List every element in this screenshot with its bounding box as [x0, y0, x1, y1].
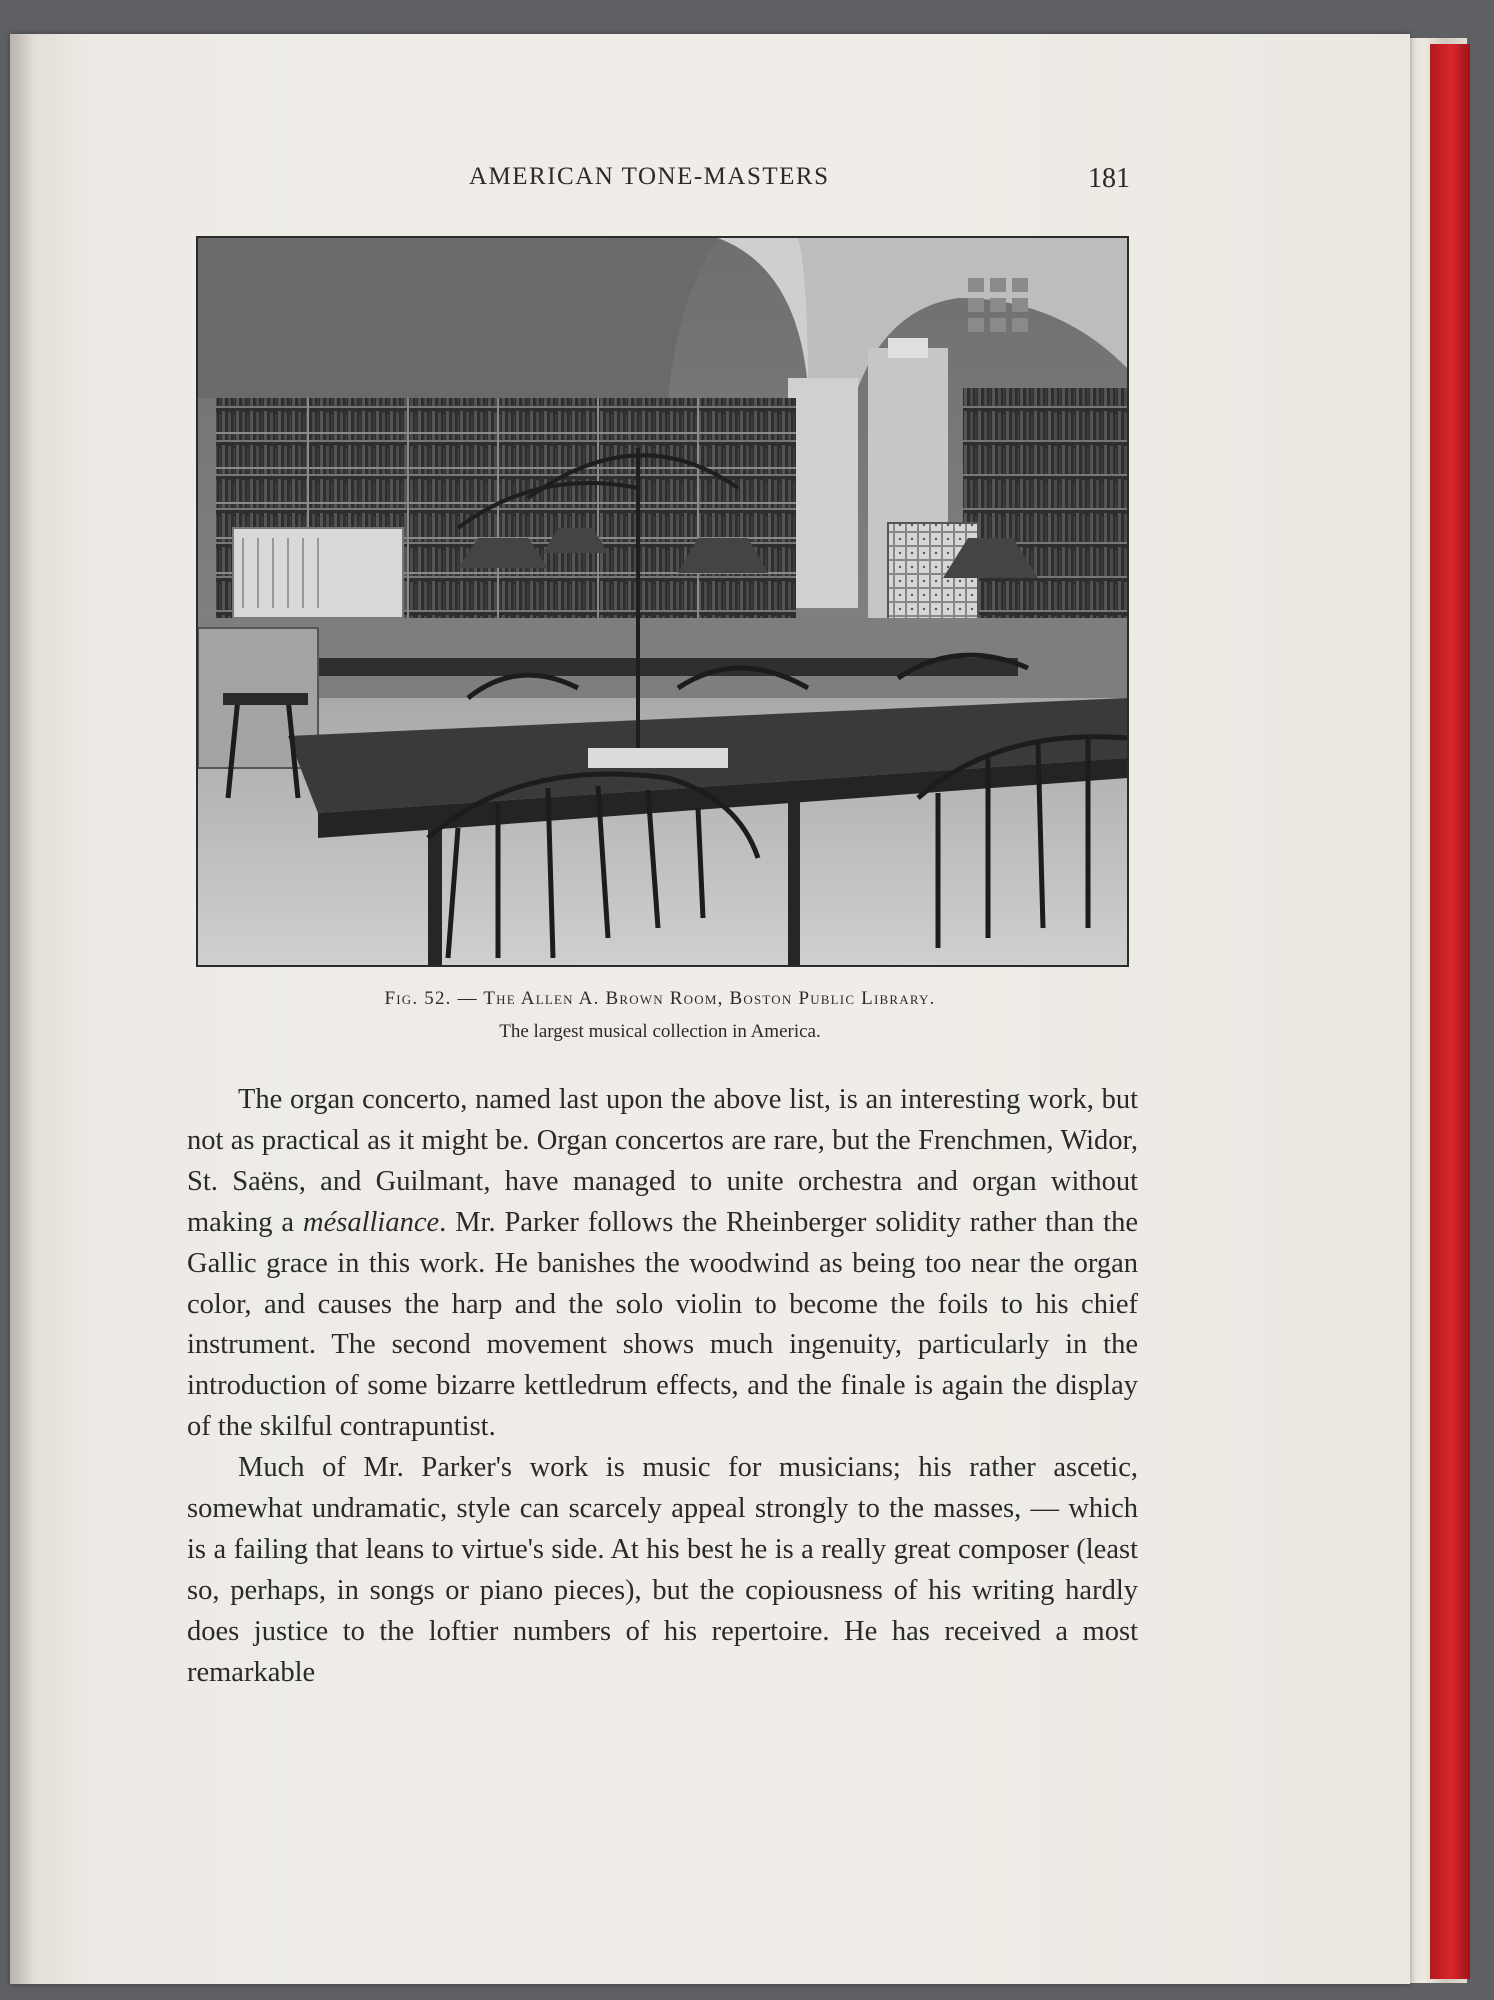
page-gutter-shadow: [10, 34, 34, 1984]
paragraph-1-text-b: . Mr. Parker follows the Rheinberger solidity rather than the Gallic grace in this work. He banishes the woodwind as being too near the organ color, and causes the harp and the solo violin to become the foils to his chief instrument. The second movement shows much ingenuity, particularly in the introduction of some bizarre kettledrum effects, and the finale is again the display of the skilful contrapuntist.: [187, 1206, 1138, 1443]
paragraph-1: [187, 1080, 1138, 1448]
figure-caption-subtitle: The largest musical collection in America.: [499, 1021, 821, 1042]
library-room-illustration: [198, 238, 1127, 965]
page-number: 181: [1088, 163, 1130, 194]
figure-caption-title: Fig. 52. — The Allen A. Brown Room, Boston Public Library.: [384, 988, 936, 1009]
book-cover-edge: [1430, 44, 1470, 1979]
figure-photograph: [196, 236, 1129, 967]
paragraph-2: Much of Mr. Parker's work is music for musicians; his rather ascetic, somewhat undramatic, style can scarcely appeal strongly to the masses, — which is a failing that leans to virtue's side. At his best he is a really great composer (least so, perhaps, in songs or piano pieces), but the copiousness of his writing hardly does justice to the loftier numbers of his repertoire. He has received a most remarkable: [187, 1452, 1138, 1688]
running-head: AMERICAN TONE-MASTERS: [469, 163, 830, 190]
paragraph-1-text-a: The organ concerto, named last upon the above list, is an interesting work, but not as practical as it might be. Organ concertos are rare, but the Frenchmen, Widor, St. Saëns, and Guilmant, have managed to unite orchestra and organ without making a: [187, 1084, 1138, 1238]
italic-term: mésalliance: [303, 1206, 440, 1238]
body-text: [187, 1080, 1138, 1694]
